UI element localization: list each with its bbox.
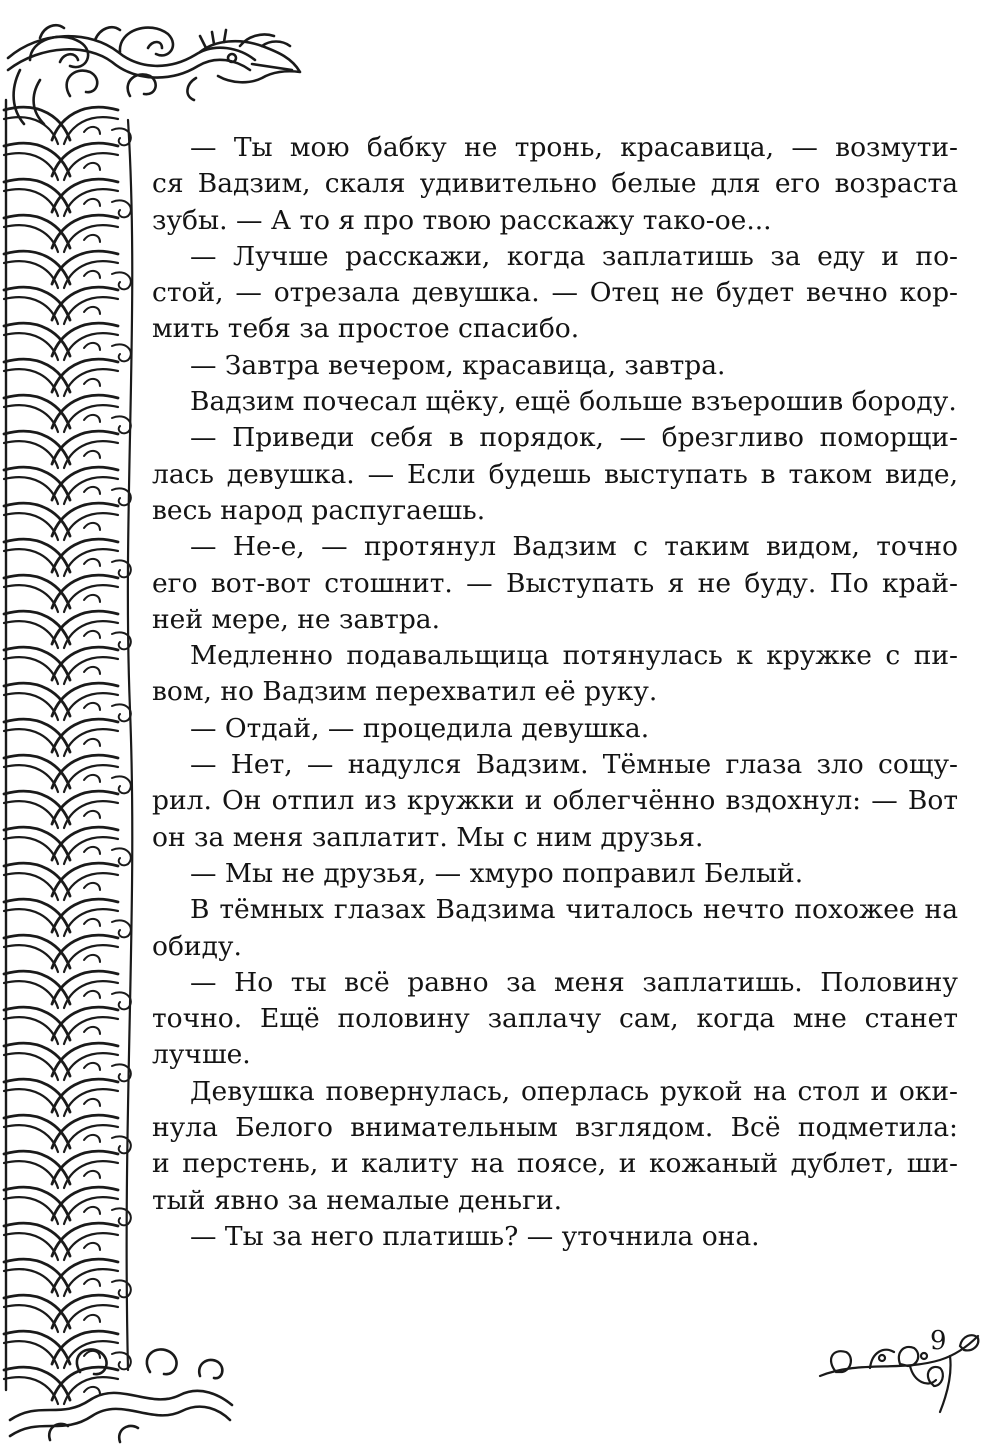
text-line: тый явно за немалые деньги. xyxy=(152,1184,563,1216)
paragraph xyxy=(152,1074,958,1219)
paragraph xyxy=(152,384,958,420)
paragraph xyxy=(152,239,958,348)
page-number: 9 xyxy=(930,1326,947,1356)
paragraph xyxy=(152,892,958,965)
text-line: и перстень, и калиту на поясе, и кожаный дублет, ши- xyxy=(152,1148,958,1180)
paragraph xyxy=(152,420,958,529)
text-line: — Лучше расскажи, когда заплатишь за еду и по- xyxy=(190,240,958,272)
text-line: — Ты мою бабку не тронь, красавица, — возмути- xyxy=(190,132,958,163)
text-line: весь народ распугаешь. xyxy=(152,494,486,526)
paragraph xyxy=(152,529,958,638)
dragon-head-ornament-icon xyxy=(8,25,300,124)
text-line: вом, но Вадзим перехватил её руку. xyxy=(152,676,658,708)
text-line: ся Вадзим, скаля удивительно белые для его возраста xyxy=(152,168,958,200)
text-line: стой, — отрезала девушка. — Отец не будет вечно кор- xyxy=(152,277,958,309)
text-line: Девушка повернулась, оперлась рукой на стол и оки- xyxy=(190,1075,958,1107)
text-line: В тёмных глазах Вадзима читалось нечто похожее на xyxy=(190,894,958,926)
paragraph xyxy=(152,856,958,892)
text-line: ней мере, не завтра. xyxy=(152,603,441,635)
text-line: — Не-е, — протянул Вадзим с таким видом, точно xyxy=(190,531,958,563)
paragraph xyxy=(152,130,958,239)
paragraph xyxy=(152,1219,958,1255)
text-line: мить тебя за простое спасибо. xyxy=(152,313,580,345)
braided-knot-border-icon xyxy=(4,100,132,1404)
bottom-knot-ornament-icon xyxy=(10,1349,232,1442)
text-line: Вадзим почесал щёку, ещё больше взъерошив бороду. xyxy=(190,386,957,418)
text-line: — Нет, — надулся Вадзим. Тёмные глаза зло сощу- xyxy=(190,749,958,781)
text-line: рил. Он отпил из кружки и облегчённо вздохнул: — Вот xyxy=(152,785,958,817)
text-line: — Мы не друзья, — хмуро поправил Белый. xyxy=(190,857,804,889)
text-line: он за меня заплатит. Мы с ним друзья. xyxy=(152,821,704,853)
paragraph xyxy=(152,638,958,711)
body-text xyxy=(152,130,958,1255)
floral-sprig-ornament-icon xyxy=(820,1335,978,1412)
text-line: — Отдай, — процедила девушка. xyxy=(190,712,650,744)
text-line: его вот-вот стошнит. — Выступать я не буду. По край- xyxy=(152,567,958,599)
text-line: — Ты за него платишь? — уточнила она. xyxy=(190,1220,760,1252)
paragraph xyxy=(152,965,958,1074)
text-line: — Но ты всё равно за меня заплатишь. Половину xyxy=(190,966,958,998)
text-line: зубы. — А то я про твою расскажу тако-ое... xyxy=(152,204,772,236)
text-line: лась девушка. — Если будешь выступать в таком виде, xyxy=(152,458,958,490)
paragraph xyxy=(152,747,958,856)
text-line: — Завтра вечером, красавица, завтра. xyxy=(190,349,726,381)
text-line: лучше. xyxy=(152,1039,251,1071)
text-line: — Приведи себя в порядок, — брезгливо поморщи- xyxy=(190,422,958,454)
paragraph xyxy=(152,348,958,384)
paragraph xyxy=(152,711,958,747)
text-line: точно. Ещё половину заплачу сам, когда мне станет xyxy=(152,1003,958,1035)
text-line: нула Белого внимательным взглядом. Всё подметила: xyxy=(152,1112,958,1144)
text-line: обиду. xyxy=(152,930,242,962)
text-line: Медленно подавальщица потянулась к кружке с пи- xyxy=(190,640,958,672)
